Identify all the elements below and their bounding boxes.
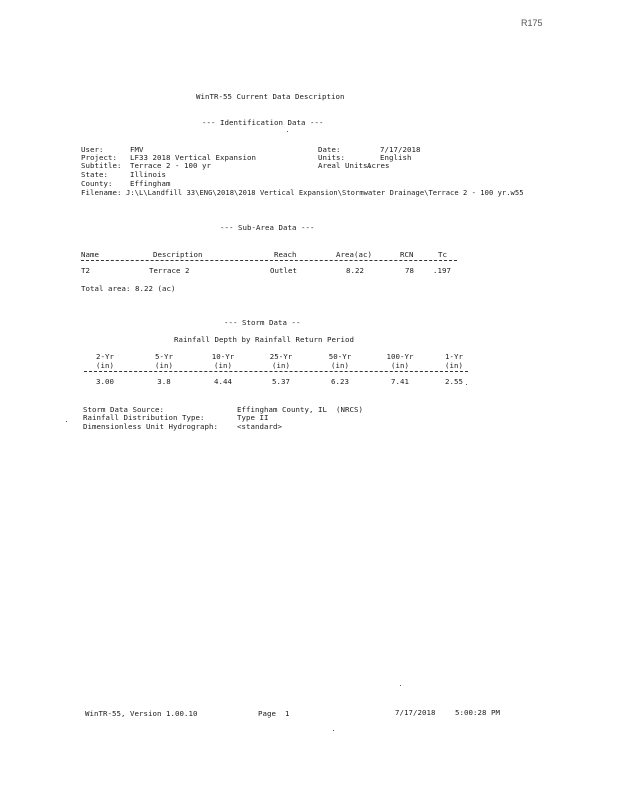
filename-value: J:\L\Landfill 33\ENG\2018\2018 Vertical Expansion\Stormwater Drainage\Terrace 2 - 100 yr.w55 [126,188,524,197]
scan-speck [333,730,334,731]
filename-label: Filename: [81,188,122,197]
scan-speck [66,421,67,422]
storm-value-5yr: 3.8 [157,377,171,386]
rainfall-distribution-value: Type II [237,413,269,422]
storm-source-label: Storm Data Source: [83,405,164,414]
page-id-stamp: R175 [521,18,543,28]
footer-time: 5:00:28 PM [455,708,500,717]
storm-unit-5yr: (in) [155,361,173,370]
county-value: Effingham [130,179,171,188]
storm-header-2yr: 2-Yr [96,352,114,361]
state-value: Illinois [130,170,166,179]
subtitle-value: Terrace 2 - 100 yr [130,161,211,170]
storm-header-50yr: 50-Yr [328,352,352,361]
subarea-cell-tc: .197 [433,266,451,275]
unit-hydrograph-value: <standard> [237,422,282,431]
scan-speck [400,685,401,686]
unit-hydrograph-label: Dimensionless Unit Hydrograph: [83,422,218,431]
storm-value-25yr: 5.37 [272,377,290,386]
date-value: 7/17/2018 [380,145,421,154]
subtitle-label: Subtitle: [81,161,122,170]
storm-unit-1yr: (in) [445,361,463,370]
report-title: WinTR-55 Current Data Description [196,92,345,101]
storm-value-50yr: 6.23 [331,377,349,386]
subarea-header-rcn: RCN [400,250,414,259]
user-value: FMV [130,145,144,154]
subarea-header-area: Area(ac) [336,250,372,259]
storm-header-10yr: 10-Yr [211,352,235,361]
county-label: County: [81,179,113,188]
storm-value-100yr: 7.41 [391,377,409,386]
storm-divider [84,371,468,372]
units-label: Units: [318,153,345,162]
storm-unit-2yr: (in) [96,361,114,370]
project-value: LF33 2018 Vertical Expansion [130,153,256,162]
storm-header-25yr: 25-Yr [269,352,293,361]
storm-unit-100yr: (in) [391,361,409,370]
rainfall-distribution-label: Rainfall Distribution Type: [83,413,205,422]
storm-unit-10yr: (in) [214,361,232,370]
areal-units-label: Areal Units: [318,161,372,170]
storm-value-10yr: 4.44 [214,377,232,386]
footer-date: 7/17/2018 [395,708,436,717]
subarea-cell-name: T2 [81,266,90,275]
storm-header-1yr: 1-Yr [445,352,463,361]
project-label: Project: [81,153,117,162]
units-value: English [380,153,412,162]
scan-speck [466,384,467,385]
storm-value-1yr: 2.55 [445,377,463,386]
subarea-cell-area: 8.22 [346,266,364,275]
subarea-cell-description: Terrace 2 [149,266,190,275]
subarea-header-tc: Tc [438,250,447,259]
storm-unit-50yr: (in) [331,361,349,370]
storm-heading: --- Storm Data -- [224,318,301,327]
storm-header-100yr: 100-Yr [386,352,414,361]
state-label: State: [81,170,108,179]
date-label: Date: [318,145,341,154]
identification-heading: --- Identification Data --- [202,118,324,127]
areal-units-value: Acres [367,161,390,170]
storm-unit-25yr: (in) [272,361,290,370]
subarea-header-description: Description [153,250,203,259]
footer-page: Page 1 [258,709,290,718]
subarea-heading: --- Sub-Area Data --- [220,223,315,232]
footer-version: WinTR-55, Version 1.00.10 [85,709,198,718]
user-label: User: [81,145,104,154]
storm-subheading: Rainfall Depth by Rainfall Return Period [174,335,354,344]
subarea-divider [81,260,457,261]
storm-value-2yr: 3.00 [96,377,114,386]
storm-header-5yr: 5-Yr [155,352,173,361]
subarea-cell-rcn: 78 [405,266,414,275]
subarea-header-name: Name [81,250,99,259]
subarea-header-reach: Reach [274,250,297,259]
subarea-cell-reach: Outlet [270,266,297,275]
storm-source-value: Effingham County, IL (NRCS) [237,405,363,414]
subarea-total-area: Total area: 8.22 (ac) [81,284,176,293]
scan-speck [287,131,288,132]
